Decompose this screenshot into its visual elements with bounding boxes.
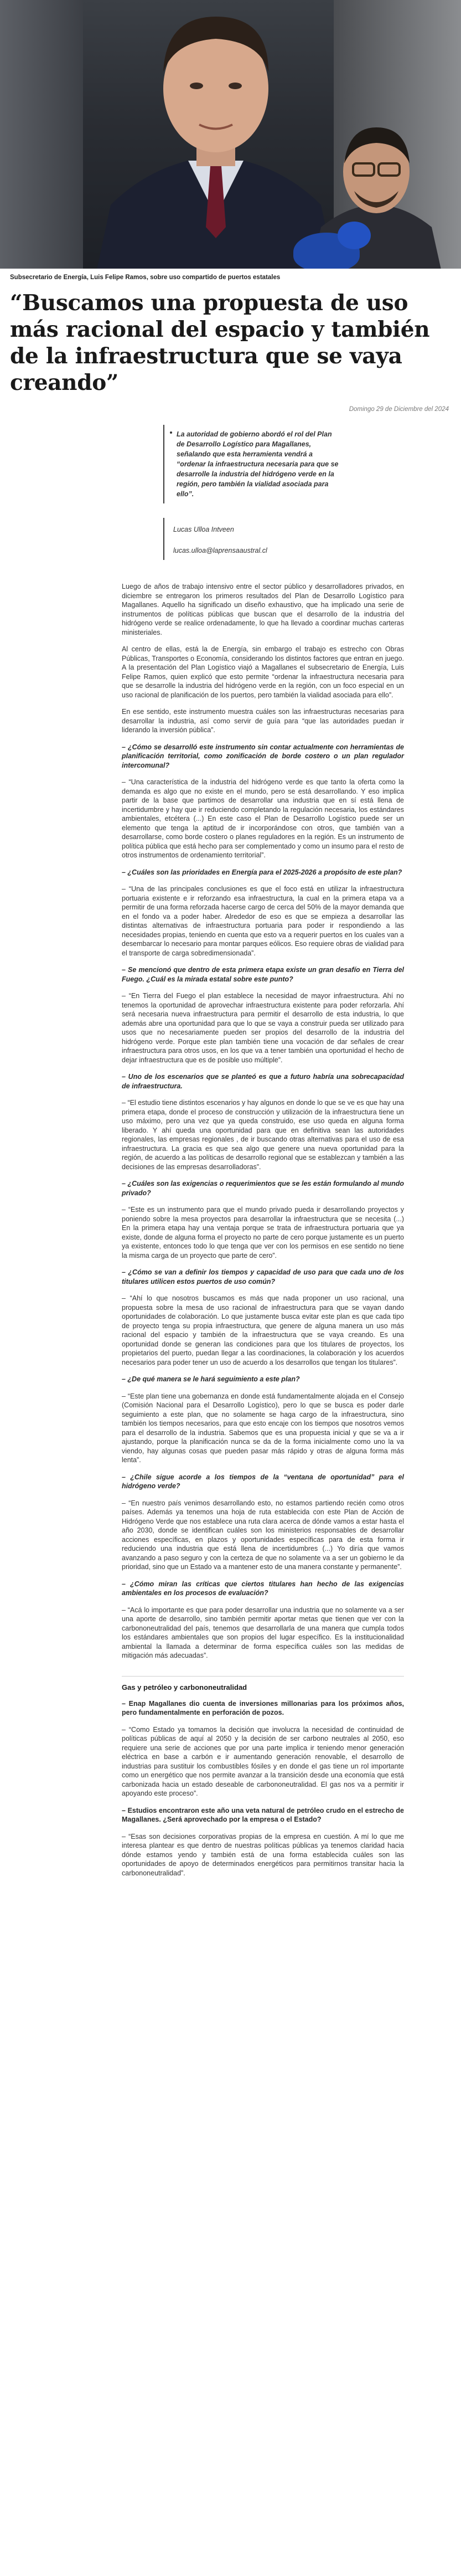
- microphone-icon: [338, 222, 371, 249]
- author-name: Lucas Ulloa Intveen: [173, 526, 234, 533]
- interview-question: – ¿Cómo se van a definir los tiempos y capacidad de uso para que cada uno de los titulares utilicen estos puertos de uso común?: [122, 1268, 404, 1286]
- byline: [163, 518, 340, 560]
- body-paragraph: Luego de años de trabajo intensivo entre el sector público y desarrolladores privados, en diciembre se entregaron los primeros resultados del Plan de Desarrollo Logístico para Magallanes. Aquello ha significado un diseño exhaustivo, que ha implicado una serie de instrumentos de políticas públicas que buscan que el desarrollo de la industria del hidrógeno verde se realice ordenadamente, lo que ha llevado a coordinar muchas carteras ministeriales.: [122, 583, 404, 636]
- body-paragraph: – “Una característica de la industria del hidrógeno verde es que tanto la oferta como la demanda es algo que no existe en el mundo, pero se está desarrollando. Y eso implica partir de la base que partimos de desarrollar una industria que en sí está llena de incertidumbre y hay que ir reduciendo completando la regulación necesaria, los estándares ambientales, etcétera (...) En este caso el Plan de Desarrollo Logístico puede ser un elemento que tenga la aptitud de ir incorporándose con otros, que también van a desarrollarse, como borde costero o planes reguladores en la región. Es un instrumento de política pública que está hecho para ser complementado y como un insumo para el resto de otros instrumentos de ordenamiento territorial”.: [122, 778, 404, 859]
- section-divider: [122, 1676, 404, 1677]
- article-headline: “Buscamos una propuesta de uso más racional del espacio y también de la infraestructura que se vaya creando”: [10, 290, 430, 395]
- section-body: [122, 1699, 404, 1878]
- body-paragraph: – “Esas son decisiones corporativas propias de la empresa en cuestión. A mí lo que me interesa plantear es que dentro de nuestras políticas públicas ya tenemos claridad hacia dónde estamos yendo y también está de una forma establecida cuáles son las oportunidades de apoyo de determinados energéticos para permitirnos transitar hacia la carbononeutralidad”.: [122, 1832, 404, 1877]
- hero-background-left: [0, 0, 83, 269]
- body-paragraph: En ese sentido, este instrumento muestra cuáles son las infraestructuras necesarias para desarrollar la industria, así como servir de guía para “que las autoridades puedan ir liderando la inversión pública”.: [122, 708, 404, 734]
- section-title: Gas y petróleo y carbononeutralidad: [122, 1683, 247, 1691]
- interview-question: – ¿Cuáles son las prioridades en Energía para el 2025-2026 a propósito de este plan?: [122, 868, 402, 876]
- interview-question: – Uno de los escenarios que se planteó es que a futuro habría una sobrecapacidad de infraestructura.: [122, 1073, 404, 1090]
- hero-photo: [0, 0, 461, 269]
- body-paragraph: – “Una de las principales conclusiones es que el foco está en utilizar la infraestructura portuaria existente e ir reforzando esa infraestructura, la cual en la primera etapa va a permitir de una forma reforzada hacerse cargo de cerca del 50% de la mayor demanda que en el fondo va a poder haber. Alrededor de eso es que se empieza a desarrollar las distintas alternativas de infraestructura portuaria para poder ir respondiendo a las necesidades propias, teniendo en cuenta que esto va a requerir puertos en los cuales van a desembarcar lo necesario para montar parques eólicos. Eso requiere obras de vialidad para el transporte de carga sobredimensionada”.: [122, 885, 405, 957]
- interview-question: – ¿De qué manera se le hará seguimiento a este plan?: [122, 1375, 300, 1383]
- article-body: [122, 582, 404, 1660]
- body-paragraph: – “Acá lo importante es que para poder desarrollar una industria que no solamente va a ser una aporte de desarrollo, sino también permitir aportar metas que tienen que ver con la carbononeutralidad del país, tenemos que desarrollarla de una manera que cumpla todos los estándares ambientales que son propios del lugar específico. Es la institucionalidad ambiental la llamada a determinar de forma específica cuáles son las medidas de mitigación más adecuadas”.: [122, 1606, 404, 1659]
- publish-date: Domingo 29 de Diciembre del 2024: [349, 406, 449, 413]
- body-paragraph: – “En Tierra del Fuego el plan establece la necesidad de mayor infraestructura. Ahí no tenemos la oportunidad de aprovechar infraestructura existente para poder reforzarla. Ahí será necesaria nueva infraestructura para permitir el desarrollo de esta industria, lo que además abre una oportunidad para que lo que se vaya a construir pueda ser utilizado para usos que no necesariamente pueden ser propios del desarrollo de la industria del hidrógeno verde. Porque este plan también tiene una vocación de dar señales de crear infraestructura para otros usos, en los que va a tener también una oportunidad el hecho de dejar infraestructura que es de posible uso múltiple”.: [122, 992, 404, 1064]
- interview-question: – ¿Chile sigue acorde a los tiempos de la “ventana de oportunidad” para el hidrógeno verde?: [122, 1473, 404, 1490]
- lead-summary: [163, 425, 340, 503]
- interview-question: – Se mencionó que dentro de esta primera etapa existe un gran desafío en Tierra del Fuego. ¿Cuál es la mirada estatal sobre este punto?: [122, 966, 404, 983]
- body-paragraph: – “El estudio tiene distintos escenarios y hay algunos en donde lo que se ve es que hay una primera etapa, donde el proceso de construcción y utilización de la infraestructura tiene un uso máximo, pero una vez que ya queda construido, ese uso queda en alguna forma liberado. Y ahí queda una oportunidad para que en definitiva sean las autoridades regionales, las empresas regionales , de ir buscando otras alternativas para el uso de esa infraestructura. La gracia es que sea algo que genere una nueva oportunidad para la región, de acuerdo a las políticas de desarrollo regional que se establezcan y también a las decisiones de las empresas desarrolladoras”.: [122, 1099, 404, 1171]
- interview-question: – ¿Cómo se desarrolló este instrumento sin contar actualmente con herramientas de planificación territorial, como zonificación de borde costero o un plan regulador intercomunal?: [122, 743, 404, 769]
- body-paragraph: – “Este es un instrumento para que el mundo privado pueda ir desarrollando proyectos y poniendo sobre la mesa proyectos para desarrollar la infraestructura que se necesita (...) En la primera etapa hay una ventaja porque se trata de infraestructura portuaria que ya existe, donde de alguna forma el proyecto no parte de cero porque justamente es un puerto ya existente, entonces todo lo que tenga que ver con los permisos en ese sentido no tiene la misma carga de un proyecto que parte de cero”.: [122, 1206, 404, 1259]
- body-paragraph: Al centro de ellas, está la de Energía, sin embargo el trabajo es estrecho con Obras Públicas, Transportes o Economía, considerando los distintos factores que entran en juego. A la presentación del Plan Logístico viajó a Magallanes el subsecretario de Energía, Luis Felipe Ramos, quien explicó que esto permite “ordenar la infraestructura necesaria para que se desarrolle la industria del hidrógeno verde en la región, con un foco especial en un uso racional de planificación de los puertos, pero también la vialidad asociada para ello”.: [122, 645, 404, 699]
- body-paragraph: – “Este plan tiene una gobernanza en donde está fundamentalmente alojada en el Consejo (Comisión Nacional para el Desarrollo Logístico), pero lo que se busca es poder darle seguimiento a este plan, que no solamente se haga cargo de la infraestructura, sino también los tiempos necesarios, para que esto encaje con los tiempos que nosotros vemos para el desarrollo de la industria. Sabemos que es una propuesta inicial y que se va a ir ajustando, porque la planificación nunca se da de la forma inicialmente como uno la va viendo, hay algunas cosas que pueden pasar más rápido y otras de alguna forma más lenta”.: [122, 1392, 404, 1464]
- photo-caption: Subsecretario de Energía, Luis Felipe Ramos, sobre uso compartido de puertos estatales: [10, 274, 281, 281]
- interview-question: – ¿Cómo miran las críticas que ciertos titulares han hecho de las exigencias ambientales en los procesos de evaluación?: [122, 1580, 404, 1597]
- bullet-icon: [170, 431, 172, 434]
- body-paragraph: – “Como Estado ya tomamos la decisión que involucra la necesidad de continuidad de políticas públicas de aquí al 2050 y la decisión de ser carbono neutrales al 2050, eso requiere una serie de acciones que por una parte implica ir teniendo menor generación eléctrica en base a carbón e ir aumentando generación renovable, el desarrollo de industrias para sustituir los combustibles fósiles y en donde el gas tiene un rol importante como un energético que nos permite avanzar a la transición desde una economía que está carbonizada hacia un estado deseable de carbononeutralidad. El gas nos va a permitir ir apoyando este proceso”.: [122, 1725, 404, 1797]
- lead-text: La autoridad de gobierno abordó el rol del Plan de Desarrollo Logístico para Magallanes, señalando que esta herramienta vendrá a “ordenar la infraestructura necesaria para que se desarrolle la industria del hidrógeno verde en la región, pero también la vialidad asociada para ello”.: [177, 430, 339, 498]
- interview-question: – Enap Magallanes dio cuenta de inversiones millonarias para los próximos años, pero fundamentalmente en perforación de pozos.: [122, 1699, 404, 1716]
- interview-question: – Estudios encontraron este año una veta natural de petróleo crudo en el estrecho de Magallanes. ¿Será aprovechado por la empresa o el Estado?: [122, 1806, 404, 1823]
- author-email[interactable]: lucas.ulloa@laprensaaustral.cl: [173, 547, 267, 554]
- article-section: [122, 1676, 404, 1878]
- interview-question: – ¿Cuáles son las exigencias o requerimientos que se les están formulando al mundo privado?: [122, 1180, 404, 1197]
- body-paragraph: – “Ahí lo que nosotros buscamos es más que nada proponer un uso racional, una propuesta sobre la mesa de uso racional de infraestructura para que se vayan dando oportunidades de colaboración. Lo que justamente busca evitar este plan es que cada tipo de proyecto tenga su propia infraestructura, que genere de alguna manera un uso más racional del espacio y también de la infraestructura que se vaya creando. Es una oportunidad donde se generan las condiciones para que los titulares de proyectos, los propietarios del puerto, puedan llegar a las coordinaciones, la colaboración y los acuerdos necesarios para poder tener un uso de acuerdo a los desarrollos que tengan los titulares”.: [122, 1294, 404, 1366]
- body-paragraph: – “En nuestro país venimos desarrollando esto, no estamos partiendo recién como otros países. Además ya tenemos una hoja de ruta establecida con este Plan de Acción de Hidrógeno Verde que nos establece una ruta clara acerca de dónde vamos a estar hasta el año 2030, donde se identifican cuáles son los ministerios responsables de desarrollar acciones específicas, en plazos y oportunidades específicas para de esta forma ir reduciendo una industria que está llena de incertidumbres (...) Yo diría que vamos avanzando a paso seguro y con la certeza de que no solamente va a ser un gobierno le da prioridad, sino que un Estado va a mantener esto de una manera constante y permanente”.: [122, 1499, 404, 1571]
